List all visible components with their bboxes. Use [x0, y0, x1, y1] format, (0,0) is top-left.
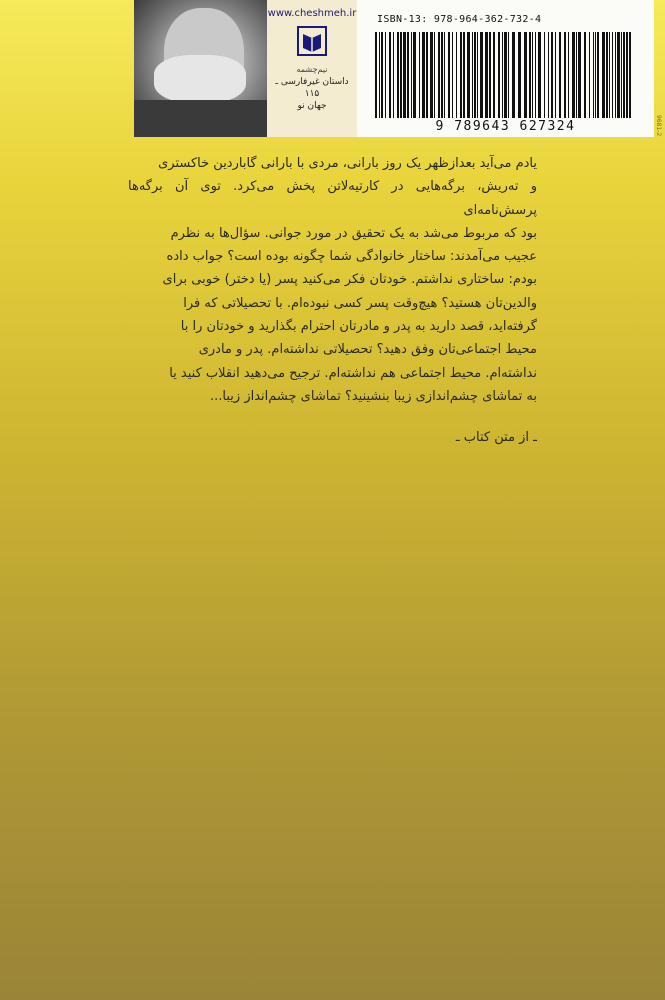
author-shirt — [134, 100, 267, 137]
quote-line: نداشته‌ام. محیط اجتماعی هم نداشته‌ام. ترجیح می‌دهید انقلاب کنید یا — [169, 365, 537, 381]
author-photo — [134, 0, 267, 137]
author-hand — [154, 55, 246, 103]
quote-line: و ته‌ریش، برگه‌هایی در کارتیه‌لاتن پخش می‌کرد. توی آن برگه‌ها پرسش‌نامه‌ای — [128, 179, 537, 218]
isbn-label: ISBN-13: 978-964-362-732-4 — [377, 14, 542, 25]
cheshmeh-logo-icon — [297, 26, 327, 56]
barcode-box — [357, 0, 654, 137]
publisher-panel — [267, 0, 357, 137]
isbn-digits: 9 789643 627324 — [435, 119, 576, 134]
quote-line: والدین‌تان هستید؟ هیچ‌وقت پسر کسی نبوده‌ام. با تحصیلاتی که فرا — [183, 295, 537, 311]
quote-line: گرفته‌اید، قصد دارید به پدر و مادرتان احترام بگذارید و خودتان را با — [180, 319, 537, 335]
quote-line: عجیب می‌آمدند: ساختار خانوادگی شما چگونه بوده است؟ جواب داده — [166, 249, 537, 265]
quote-line: یادم می‌آید بعدازظهر یک روز بارانی، مردی با بارانی گاباردین خاکستری — [158, 156, 537, 171]
quote-line: به تماشای چشم‌اندازی زیبا بنشینید؟ تماشای چشم‌انداز زیبا... — [210, 388, 537, 404]
series-info — [267, 64, 357, 112]
quote-line: بودم: ساختاری نداشتم. خودتان فکر می‌کنید پسر (یا دختر) خوبی برای — [162, 272, 537, 288]
series-line-1: داستان غیرفارسی ـ ۱۱۵ — [275, 77, 349, 99]
publisher-url: www.cheshmeh.ir — [267, 8, 357, 19]
series-small: نیم‌چشمه — [296, 65, 328, 74]
series-line-2: جهان نو — [297, 101, 327, 111]
quote-source: ـ از متن کتاب ـ — [455, 430, 537, 445]
back-cover-quote — [128, 152, 537, 408]
tiny-code: 9681-2 — [655, 115, 662, 137]
quote-line: محیط اجتماعی‌تان وفق دهید؟ تحصیلاتی نداشته‌ام. پدر و مادری — [198, 342, 537, 358]
quote-line: بود که مربوط می‌شد به یک تحقیق در مورد جوانی. سؤال‌ها به نظرم — [170, 225, 537, 241]
barcode-image — [375, 32, 637, 118]
